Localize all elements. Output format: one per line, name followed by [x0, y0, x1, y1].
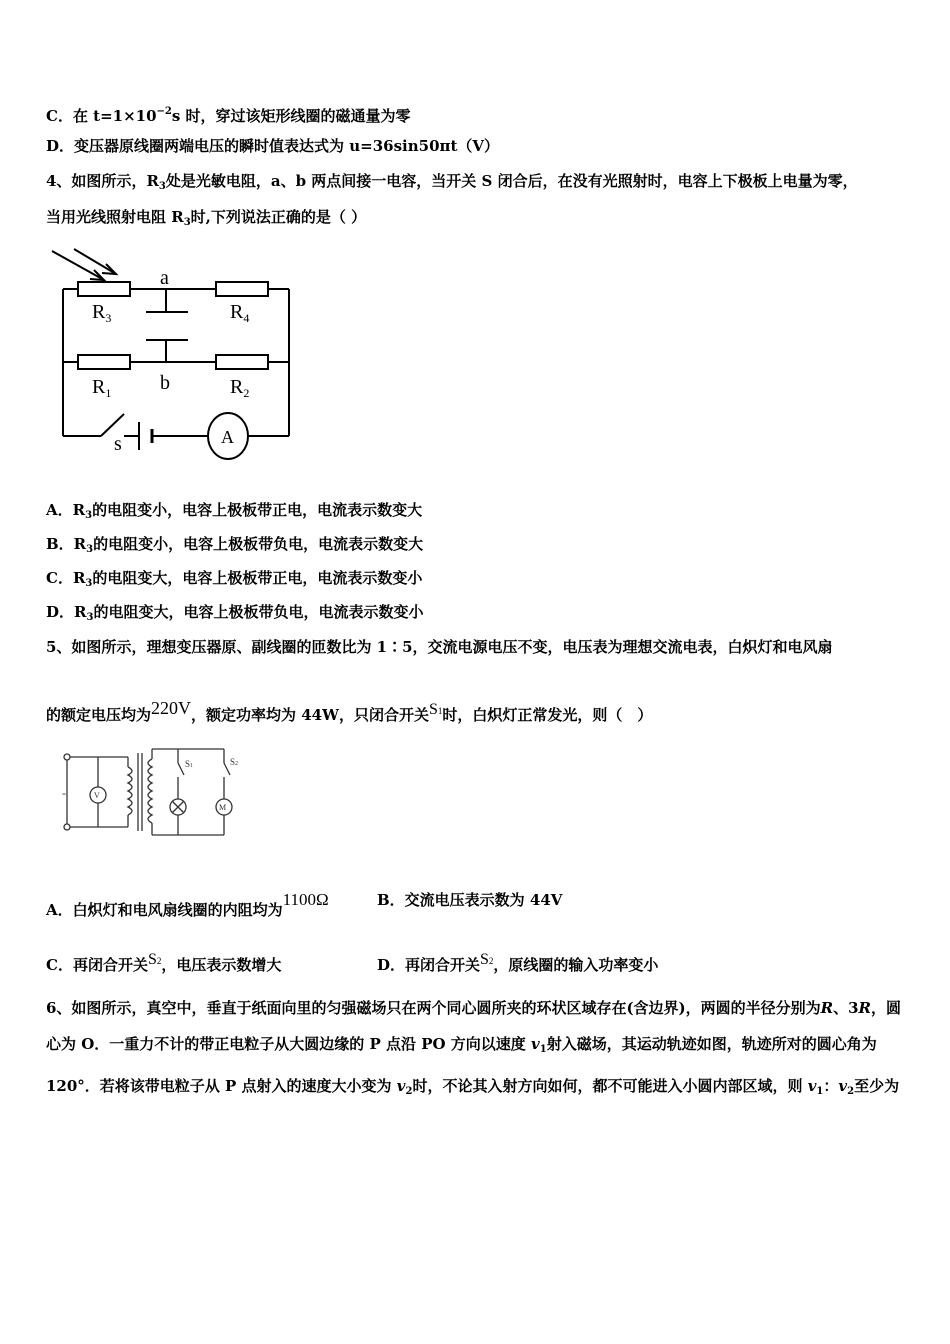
- q4-opt-c-sub: 3: [85, 578, 93, 589]
- q5-opt-c-s2: S2: [147, 951, 162, 968]
- q5-option-a: [46, 890, 329, 920]
- q6-v2: v: [396, 1077, 406, 1095]
- q5-stem2-a: 的额定电压均为: [46, 706, 152, 724]
- label-v: V: [94, 791, 100, 800]
- q5-opt-c-a: C．再闭合开关: [46, 956, 148, 974]
- r4-resistor: [216, 282, 268, 296]
- label-r4: $R_4$: [230, 301, 250, 325]
- q5-opt-d-a: D．再闭合开关: [377, 956, 481, 974]
- q4-opt-b-pre: B．R: [46, 535, 87, 553]
- q4-opt-a-pre: A．R: [46, 501, 86, 519]
- q4-circuit-diagram: [46, 244, 306, 469]
- q4-option-b: [46, 534, 423, 560]
- input-terminal-top: [64, 754, 70, 760]
- q6-v2-sub: 2: [405, 1086, 413, 1097]
- q4-opt-b-post: 的电阻变小，电容上极板带负电，电流表示数变大: [93, 535, 424, 553]
- secondary-coil: [148, 759, 152, 823]
- q6-ratio-sep: ：: [823, 1077, 839, 1095]
- q3-option-c: [46, 102, 411, 126]
- q4-opt-b-sub: 3: [86, 544, 94, 555]
- q4-stem-line1: [46, 171, 858, 197]
- q6-r2: R: [858, 999, 872, 1017]
- label-m: M: [219, 803, 227, 812]
- q4-option-a: [46, 500, 422, 526]
- q4-stem-a: 4、如图所示，R: [46, 172, 159, 190]
- q3-option-d: D．变压器原线圈两端电压的瞬时值表达式为 u=36sin50πt（V）: [46, 137, 500, 155]
- light-arrow-1: [52, 251, 104, 280]
- q6-v1: v: [531, 1035, 540, 1053]
- q4-option-c: [46, 568, 422, 594]
- q4-opt-d-pre: D．R: [46, 603, 87, 621]
- label-ammeter: A: [221, 427, 234, 447]
- switch-s1: [178, 763, 184, 775]
- q5-opt-d-b: ，原线圈的输入功率变小: [493, 956, 659, 974]
- label-r3: $R_3$: [92, 301, 112, 325]
- q4-opt-c-post: 的电阻变大，电容上极板带正电，电流表示数变小: [92, 569, 423, 587]
- q5-voltage: 220V: [151, 698, 192, 718]
- q5-opt-c-b: ，电压表示数增大: [161, 956, 282, 974]
- q4-stem-b: 处是光敏电阻，a、b 两点间接一电容，当开关 S 闭合后，在没有光照射时，电容上下极板上电量为零，: [165, 172, 858, 190]
- primary-coil: [128, 767, 132, 815]
- q3-option-c-text: C．在 t=1×10: [46, 107, 157, 125]
- q4-stem2-sub: 3: [183, 217, 191, 228]
- r3-resistor: [78, 282, 130, 296]
- q5-s1: S1: [428, 701, 443, 718]
- q6-r1: R: [820, 999, 834, 1017]
- q3-option-c-exponent: −2: [156, 106, 172, 117]
- q5-opt-a-text: A．白炽灯和电风扇线圈的内阻均为: [46, 901, 283, 919]
- label-r2: $R_2$: [230, 376, 250, 400]
- q4-stem-sub: 3: [158, 181, 166, 192]
- q4-opt-d-post: 的电阻变大，电容上极板带负电，电流表示数变小: [93, 603, 424, 621]
- q6-p2: ，圆心为 O．一重力不计的带正电粒子从大圆边缘的 P 点沿 PO 方向以速度: [46, 999, 902, 1053]
- label-s: s: [114, 433, 122, 455]
- q6-p5: 至少为: [854, 1077, 900, 1095]
- q6-ratio-v1-sub: 1: [816, 1086, 824, 1097]
- q5-transformer-diagram: [58, 745, 248, 845]
- q4-stem2-a: 当用光线照射电阻 R: [46, 208, 184, 226]
- q6-ratio-v1: v: [807, 1077, 817, 1095]
- q4-opt-c-pre: C．R: [46, 569, 86, 587]
- q6-ratio-v2-sub: 2: [847, 1086, 855, 1097]
- q5-opt-a-value: 1100Ω: [282, 890, 329, 909]
- q4-stem-line2: [46, 207, 366, 233]
- label-minus: -: [62, 786, 66, 800]
- q6-stem: [46, 990, 906, 1110]
- q5-option-b: B．交流电压表示数为 44V: [377, 891, 563, 909]
- q4-opt-a-post: 的电阻变小，电容上极板带正电，电流表示数变大: [92, 501, 423, 519]
- q6-p4: 时，不论其入射方向如何，都不可能进入小圆内部区域，则: [412, 1077, 808, 1095]
- label-r1: $R_1$: [92, 376, 112, 400]
- q4-option-d: [46, 602, 423, 628]
- q4-opt-d-sub: 3: [86, 612, 94, 623]
- q5-stem-line2: [46, 698, 652, 725]
- q4-stem2-b: 时,下列说法正确的是（ ）: [190, 208, 367, 226]
- label-s1: S1: [185, 759, 194, 769]
- r2-resistor: [216, 355, 268, 369]
- q6-v1-sub: 1: [539, 1044, 547, 1055]
- label-s2: S2: [230, 757, 239, 767]
- label-b: b: [160, 372, 170, 394]
- q5-stem2-c: 时，白炽灯正常发光，则（ ）: [442, 706, 653, 724]
- input-terminal-bottom: [64, 824, 70, 830]
- q6-sep: 、3: [833, 999, 859, 1017]
- q6-p1: 6、如图所示，真空中，垂直于纸面向里的匀强磁场只在两个同心圆所夹的环状区域存在(含边界)，两圆的半径分别为: [46, 999, 821, 1017]
- q5-stem-line1: 5、如图所示，理想变压器原、副线圈的匝数比为 1∶5，交流电源电压不变，电压表为理想交流电表，白炽灯和电风扇: [46, 638, 833, 656]
- q4-opt-a-sub: 3: [85, 510, 93, 521]
- q5-option-d: [377, 950, 658, 975]
- q5-opt-d-s2: S2: [480, 951, 494, 968]
- label-a: a: [160, 267, 169, 289]
- q5-stem2-b: ，额定功率均为 44W，只闭合开关: [191, 706, 429, 724]
- q6-p3: 射入磁场，其运动轨迹如图，轨迹所对的圆心角为 120°．若将该带电粒子从 P 点射入的速度大小变为: [46, 1035, 877, 1095]
- q5-option-c: [46, 950, 281, 975]
- q3-option-c-rest: s 时，穿过该矩形线圈的磁通量为零: [171, 107, 411, 125]
- r1-resistor: [78, 355, 130, 369]
- q6-ratio-v2: v: [838, 1077, 848, 1095]
